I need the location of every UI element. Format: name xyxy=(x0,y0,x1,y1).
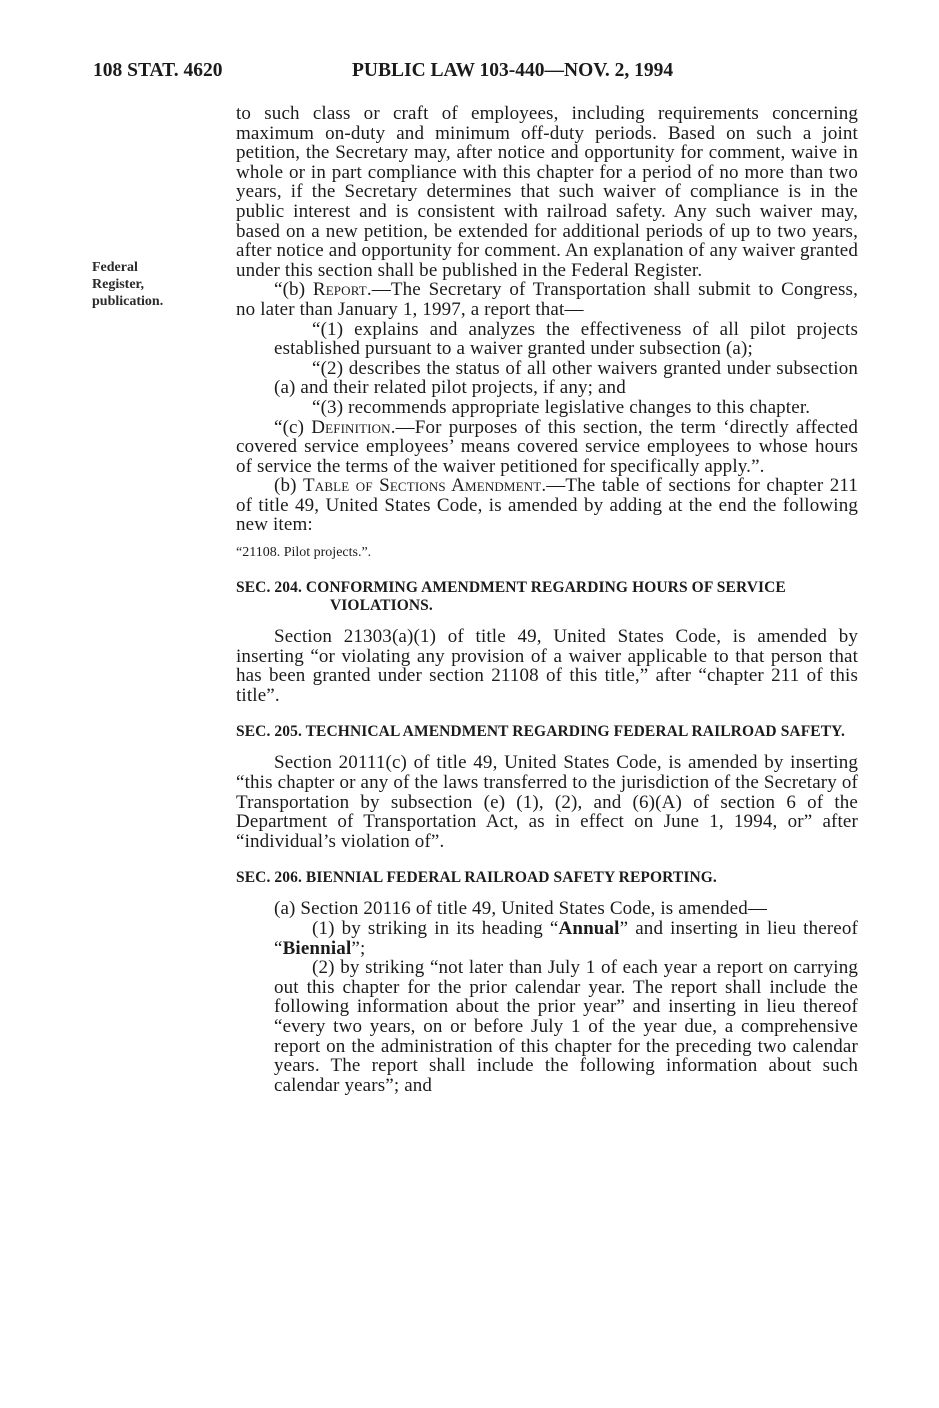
table-amendment-heading: Table of Sections Amendment. xyxy=(303,475,547,497)
s206-1-bold-annual: Annual xyxy=(558,918,620,939)
paragraph-b1: “(1) explains and analyzes the effectiveness of all pilot projects established pursuant to a waiver granted under subsection (a); xyxy=(274,318,858,360)
margin-note xyxy=(92,259,192,310)
s206-1-mid: ” and inserting in lieu thereof “ xyxy=(274,918,858,959)
paragraph-b3: “(3) recommends appropriate legislative changes to this chapter. xyxy=(312,396,811,418)
table-amendment-open: (b) xyxy=(274,475,304,497)
document-body xyxy=(236,104,858,1095)
table-of-sections-amendment xyxy=(236,476,858,535)
subsection-c xyxy=(236,418,858,477)
subsection-b-open: “(b) xyxy=(274,279,313,301)
section-204-heading: SEC. 204. CONFORMING AMENDMENT REGARDING HOURS OF SERVICE VIOLATIONS. xyxy=(236,579,786,615)
paragraph-continuation: to such class or craft of employees, including requirements concerning maximum on-duty and minimum off-duty periods. Based on such a joint petition, the Secretary may, after notice and opportunity for comment, waive in whole or in part compliance with this chapter for a period of no more than two years, if the Secretary determines that such waiver of compliance is in the public interest and is consistent with railroad safety. Any such waiver may, based on a new petition, be extended for additional periods of up to two years, after notice and opportunity for comment. An explanation of any waiver granted under this section shall be published in the Federal Register. xyxy=(236,103,858,281)
table-amendment-text: —The table of sections for chapter 211 of title 49, United States Code, is amended by adding at the end the following new item: xyxy=(236,475,858,536)
running-header: PUBLIC LAW 103-440—NOV. 2, 1994 xyxy=(352,60,674,81)
section-205-heading: SEC. 205. TECHNICAL AMENDMENT REGARDING FEDERAL RAILROAD SAFETY. xyxy=(236,723,845,741)
statute-page-number: 108 STAT. 4620 xyxy=(93,60,223,81)
section-206-paragraph-2: (2) by striking “not later than July 1 of each year a report on carrying out this chapter for the prior calendar year. The report shall include the following information about the prior year” and inserting in lieu thereof “every two years, on or before July 1 of the year due, a comprehensive report on the administration of this chapter for the preceding two calendar years. The report shall include the following information about such calendar years”; and xyxy=(274,957,858,1096)
s206-1-bold-biennial: Biennial xyxy=(282,937,352,959)
section-205-text: Section 20111(c) of title 49, United States Code, is amended by inserting “this chapter or any of the laws transferred to the jurisdiction of the Secretary of Transportation by subsection (e) (1), (2), and (6)(A) of section 6 of the Department of Transportation Act, as in effect on June 1, 1994, or” after “individual’s violation of”. xyxy=(236,752,858,852)
s206-1-pre: (1) by striking in its heading “ xyxy=(312,918,559,939)
margin-note-line: publication. xyxy=(92,294,164,309)
section-204-text: Section 21303(a)(1) of title 49, United States Code, is amended by inserting “or violating any provision of a waiver applicable to that person that has been granted under section 21108 of this title,” after “chapter 211 of this title”. xyxy=(236,626,858,706)
subsection-c-open: “(c) xyxy=(274,416,312,438)
subsection-c-text: —For purposes of this section, the term ‘directly affected covered service employees’ means covered service employees to whose hours of service the terms of the waiver petitioned for specifically apply.”. xyxy=(236,416,858,477)
subsection-b-heading: Report. xyxy=(312,279,372,301)
section-206-a: (a) Section 20116 of title 49, United States Code, is amended— xyxy=(274,898,768,920)
section-206-heading: SEC. 206. BIENNIAL FEDERAL RAILROAD SAFETY REPORTING. xyxy=(236,869,717,887)
margin-note-line: Register, xyxy=(92,277,144,292)
subsection-b-text: —The Secretary of Transportation shall submit to Congress, no later than January 1, 1997, a report that— xyxy=(236,279,858,320)
paragraph-b2: “(2) describes the status of all other waivers granted under subsection (a) and their related pilot projects, if any; and xyxy=(274,357,858,399)
subsection-c-heading: Definition. xyxy=(311,416,396,438)
margin-note-line: Federal xyxy=(92,260,138,275)
s206-1-post: ”; xyxy=(351,937,366,959)
new-table-item: “21108. Pilot projects.”. xyxy=(236,545,372,561)
section-206-paragraph-1 xyxy=(236,919,858,958)
subsection-b xyxy=(236,280,858,319)
